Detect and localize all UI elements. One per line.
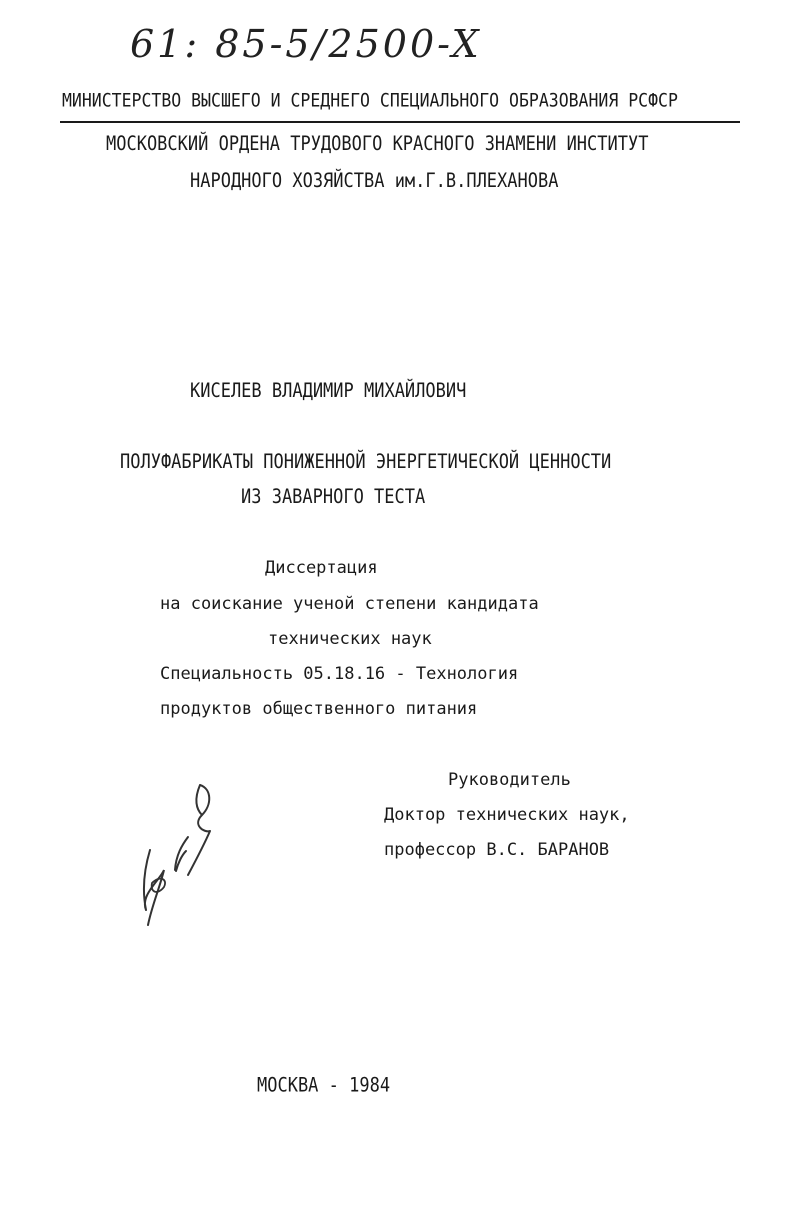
header-rule: [60, 121, 740, 123]
supervisor-name: профессор В.С. БАРАНОВ: [384, 840, 610, 860]
ministry-heading: МИНИСТЕРСТВО ВЫСШЕГО И СРЕДНЕГО СПЕЦИАЛЬНОГО ОБРАЗОВАНИЯ РСФСР: [62, 89, 678, 112]
city-year: МОСКВА - 1984: [257, 1074, 391, 1098]
dissertation-label: Диссертация: [265, 558, 378, 578]
title-line-2: ИЗ ЗАВАРНОГО ТЕСТА: [241, 485, 426, 509]
title-line-1: ПОЛУФАБРИКАТЫ ПОНИЖЕННОЙ ЭНЕРГЕТИЧЕСКОЙ ЦЕННОСТИ: [120, 450, 612, 474]
dissertation-degree: технических наук: [268, 629, 432, 649]
institute-line-1: МОСКОВСКИЙ ОРДЕНА ТРУДОВОГО КРАСНОГО ЗНАМЕНИ ИНСТИТУТ: [106, 132, 649, 156]
author-name: КИСЕЛЕВ ВЛАДИМИР МИХАЙЛОВИЧ: [190, 379, 467, 403]
supervisor-degree: Доктор технических наук,: [384, 805, 630, 825]
specialty-line-2: продуктов общественного питания: [160, 699, 478, 719]
institute-line-2: НАРОДНОГО ХОЗЯЙСТВА им.Г.В.ПЛЕХАНОВА: [190, 169, 559, 193]
archive-mark: 61: 85-5/2500-X: [130, 22, 482, 66]
dissertation-purpose: на соискание ученой степени кандидата: [160, 594, 539, 614]
specialty-line-1: Специальность 05.18.16 - Технология: [160, 664, 519, 684]
supervisor-label: Руководитель: [448, 770, 571, 790]
handwritten-signature: [130, 775, 220, 935]
